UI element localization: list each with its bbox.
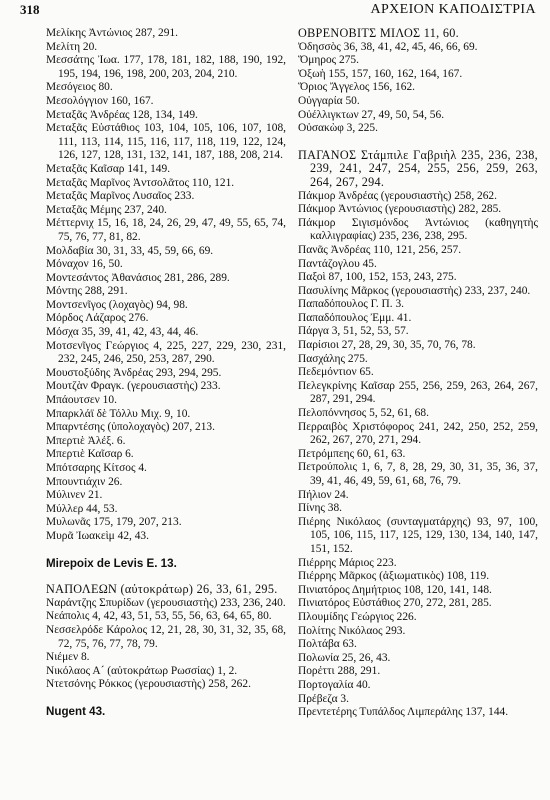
index-entry: Μόναχον 16, 50.: [46, 258, 123, 271]
index-entry: Οὐέλλιγκτων 27, 49, 50, 54, 56.: [298, 108, 445, 121]
index-entry: Πετρούπολις 1, 6, 7, 8, 28, 29, 30, 31, 35, 36, 37, 39, 41, 46, 49, 59, 61, 68, 76, 79.: [298, 461, 538, 487]
index-entry: Νιέμεν 8.: [46, 651, 90, 664]
index-entry: Ὀδησσὸς 36, 38, 41, 42, 45, 46, 66, 69.: [298, 40, 478, 53]
index-entry: Πάκμορ Ἀντώνιος (γερουσιαστὴς) 282, 285.: [298, 203, 502, 216]
index-entry: Μεταξᾶς Εὐστάθιος 103, 104, 105, 106, 107, 108, 111, 113, 114, 115, 116, 117, 118, 119, 122, 124, 126, 127, 128, 131, 132, 141, 187, 188, 208, 214.: [46, 122, 286, 162]
index-entry: Μουστοξύδης Ἀνδρέας 293, 294, 295.: [46, 366, 222, 379]
index-entry: Μοντεσάντος Ἀθανάσιος 281, 286, 289.: [46, 271, 230, 284]
index-entry: Μεσολόγγιον 160, 167.: [46, 94, 154, 107]
index-entry: ΟΒΡΕΝΟΒΙΤΣ ΜΙΛΟΣ 11, 60.: [298, 26, 459, 40]
index-entry: Παπαδόπουλος Ἐμμ. 41.: [298, 311, 412, 324]
index-entry: Πινιατόρος Εὐστάθιος 270, 272, 281, 285.: [298, 597, 492, 610]
page-number: 318: [20, 2, 40, 17]
index-entry: Ὀξωὴ 155, 157, 160, 162, 164, 167.: [298, 67, 463, 80]
index-entry: Μύλινεν 21.: [46, 489, 103, 502]
index-entry: Μεταξᾶς Μαρῖνος Ἀντσολᾶτος 110, 121.: [46, 176, 235, 189]
index-entry: Μπαρκλάϊ δὲ Τόλλυ Μιχ. 9, 10.: [46, 407, 191, 420]
index-column-right: [298, 27, 538, 720]
index-entry: Πίνης 38.: [298, 502, 342, 515]
index-entry: Ντετσόνης Ρόκκος (γερουσιαστὴς) 258, 262.: [46, 678, 251, 691]
index-entry: Μοντσενῖγος (λοχαγὸς) 94, 98.: [46, 298, 188, 311]
index-entry: Μολδαβία 30, 31, 33, 45, 59, 66, 69.: [46, 244, 214, 257]
index-entry: Nugent 43.: [46, 704, 106, 718]
index-entry: Πάκμορ Σιγισμόνδος Ἀντώνιος (καθηγητὴς καλλιγραφίας) 235, 236, 238, 295.: [298, 216, 538, 243]
index-entry: Μυλωνᾶς 175, 179, 207, 213.: [46, 516, 182, 529]
index-entry: Πιέρρης Μᾶρκος (ἀξιωματικὸς) 108, 119.: [298, 570, 490, 583]
index-entry: Πολτάβα 63.: [298, 638, 357, 651]
index-entry: Μεσσάτης Ἰωα. 177, 178, 181, 182, 188, 190, 192, 195, 194, 196, 198, 200, 203, 204, 210.: [46, 54, 286, 80]
index-entry: Οὐγγαρία 50.: [298, 94, 360, 107]
index-entry: ΝΑΠΟΛΕΩΝ (αὐτοκράτωρ) 26, 33, 61, 295.: [46, 582, 278, 597]
index-entry: Παπαδόπουλος Γ. Π. 3.: [298, 298, 405, 311]
index-entry: Παρίσιοι 27, 28, 29, 30, 35, 70, 76, 78.: [298, 339, 476, 352]
index-entry: Πρέβεζα 3.: [298, 692, 349, 705]
index-entry: Πολίτης Νικόλαος 293.: [298, 624, 406, 637]
index-entry: Νεσσελρόδε Κάρολος 12, 21, 28, 30, 31, 32, 35, 68, 72, 75, 76, 77, 78, 79.: [46, 623, 286, 650]
index-entry: Πινιατόρος Δημήτριος 108, 120, 141, 148.: [298, 583, 492, 596]
index-entry: Μόρδος Λάζαρος 276.: [46, 312, 149, 325]
index-entry: Μπουντιάχιν 26.: [46, 475, 123, 488]
index-entry: Μύλλερ 44, 53.: [46, 502, 118, 515]
index-entry: Πήλιον 24.: [298, 488, 349, 501]
index-entry: Πλουμίδης Γεώργιος 226.: [298, 610, 417, 623]
index-column-left: [46, 27, 286, 719]
index-entry: Πιέρρης Μάριος 223.: [298, 556, 397, 569]
index-entry: Μεταξᾶς Καῖσαρ 141, 149.: [46, 162, 171, 175]
index-entry: Μόντης 288, 291.: [46, 285, 128, 298]
index-entry: Ὅριος Ἄγγελος 156, 162.: [298, 81, 415, 94]
index-entry: Οὐσακὼφ 3, 225.: [298, 122, 378, 135]
index-entry: Πάργα 3, 51, 52, 53, 57.: [298, 325, 409, 338]
index-entry: Μπάουτσεν 10.: [46, 394, 117, 407]
index-entry: Περραιβὸς Χριστόφορος 241, 242, 250, 252, 259, 262, 267, 270, 271, 294.: [298, 420, 538, 447]
index-entry: Μεταξᾶς Ἀνδρέας 128, 134, 149.: [46, 108, 198, 121]
index-entry: Μέττερνιχ 15, 16, 18, 24, 26, 29, 47, 49, 55, 65, 74, 75, 76, 77, 81, 82.: [46, 217, 286, 243]
index-entry: Πιέρης Νικόλαος (συνταγματάρχης) 93, 97, 100, 105, 106, 115, 117, 125, 129, 130, 134, 140, 147, 151, 152.: [298, 515, 538, 555]
index-entry: Μοτσενῖγος Γεώργιος 4, 225, 227, 229, 230, 231, 232, 245, 246, 250, 253, 287, 290.: [46, 339, 286, 366]
index-entry: Παξοὶ 87, 100, 152, 153, 243, 275.: [298, 271, 457, 284]
index-entry: Πολωνία 25, 26, 43.: [298, 651, 391, 664]
index-entry: Παντάζογλου 45.: [298, 257, 377, 270]
index-entry: Μεταξᾶς Μέμης 237, 240.: [46, 203, 167, 216]
index-entry: Ναράντζης Σπυρίδων (γερουσιαστὴς) 233, 236, 240.: [46, 596, 286, 609]
index-entry: Μπερτιὲ Ἀλέξ. 6.: [46, 434, 126, 447]
index-entry: Πασυλίνης Μᾶρκος (γερουσιαστὴς) 233, 237, 240.: [298, 284, 531, 297]
running-title: ΑΡΧΕΙΟΝ ΚΑΠΟΔΙΣΤΡΙΑ: [370, 2, 536, 17]
index-entry: Μελίκης Ἀντώνιος 287, 291.: [46, 27, 178, 39]
index-entry: Μόσχα 35, 39, 41, 42, 43, 44, 46.: [46, 326, 199, 339]
index-entry: Μουτζὰν Φραγκ. (γερουσιαστὴς) 233.: [46, 380, 221, 393]
index-entry: Πανᾶς Ἀνδρέας 110, 121, 256, 257.: [298, 243, 462, 256]
index-entry: Πετρόμπεης 60, 61, 63.: [298, 447, 406, 460]
index-entry: Πορέττι 288, 291.: [298, 665, 381, 678]
page-header: [20, 2, 536, 22]
index-entry: Mirepoix de Levis E. 13.: [46, 556, 177, 570]
index-entry: Ὅμηρος 275.: [298, 54, 359, 67]
index-entry: Νεάπολις 4, 42, 43, 51, 53, 55, 56, 63, 64, 65, 80.: [46, 610, 272, 623]
index-entry: Μεσόγειος 80.: [46, 81, 113, 94]
index-entry: Πρεντετέρης Τυπάλδος Λιμπεράλης 137, 144.: [298, 706, 509, 719]
index-entry: Πεδεμόντιον 65.: [298, 366, 374, 379]
index-entry: Νικόλαος Α´ (αὐτοκράτωρ Ρωσσίας) 1, 2.: [46, 664, 238, 677]
index-entry: Μυρᾶ Ἰωακεὶμ 42, 43.: [46, 529, 149, 542]
index-entry: Μπότσαρης Κίτσος 4.: [46, 462, 147, 474]
index-entry: Μεταξᾶς Μαρῖνος Λυσαῖος 233.: [46, 190, 195, 203]
index-entry: Πασχάλης 275.: [298, 352, 368, 365]
index-entry: Μελίτη 20.: [46, 40, 98, 53]
index-entry: Μπαρντέσης (ὑπολοχαγὸς) 207, 213.: [46, 421, 215, 434]
index-entry: ΠΑΓΑΝΟΣ Στάμπιλε Γαβριὴλ 235, 236, 238, 239, 241, 247, 254, 255, 256, 259, 263, 264, 267, 294.: [298, 147, 538, 189]
index-entry: Πελοπόννησος 5, 52, 61, 68.: [298, 407, 429, 420]
index-entry: Πάκμορ Ἀνδρέας (γερουσιαστὴς) 258, 262.: [298, 189, 497, 202]
index-entry: Μπερτιὲ Καῖσαρ 6.: [46, 448, 134, 461]
index-entry: Πορτογαλία 40.: [298, 678, 371, 691]
index-entry: Πελεγκρίνης Καῖσαρ 255, 256, 259, 263, 264, 267, 287, 291, 294.: [298, 379, 538, 406]
